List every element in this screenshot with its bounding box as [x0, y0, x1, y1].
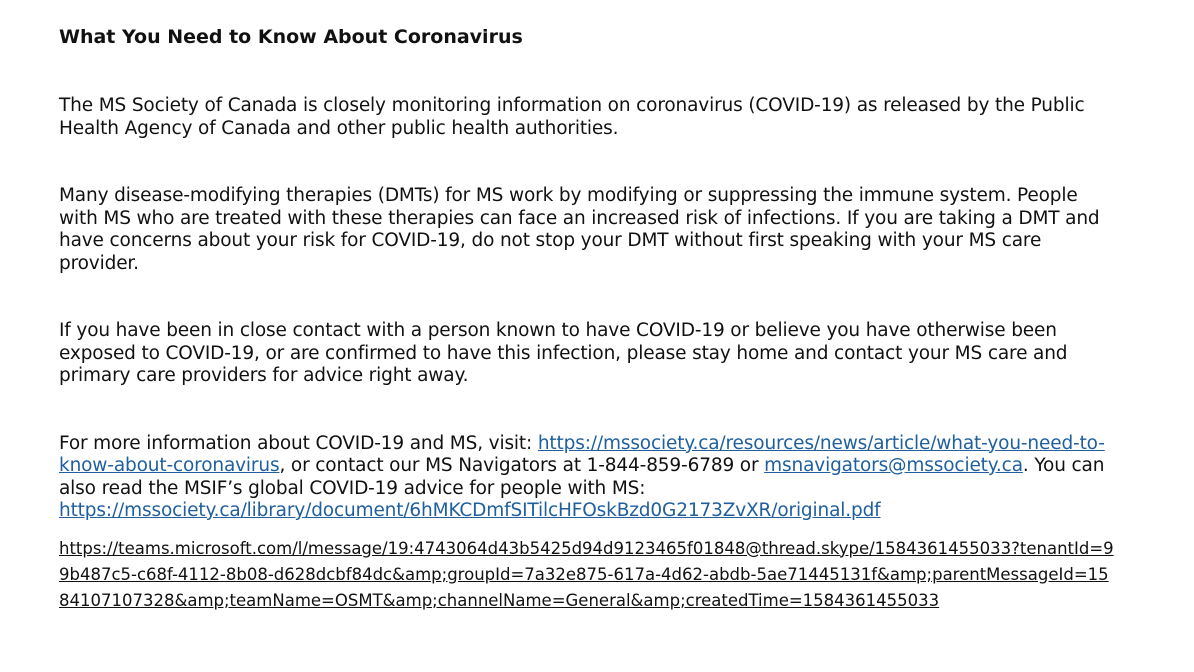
paragraph-exposure: If you have been in close contact with a person known to have COVID-19 or believe you have otherwise been exposed to COVID-19, or are confirmed to have this infection, please stay home and contact your MS care and primary care providers for advice right away. [59, 320, 1068, 386]
coronavirus-article-link[interactable]: https://mssociety.ca/resources/news/article/what-you-need-to-know-about-coronavirus [59, 432, 1105, 476]
document-title: What You Need to Know About Coronavirus [59, 26, 523, 48]
msif-advice-pdf-link[interactable]: https://mssociety.ca/library/document/6hMKCDmfSITilcHFOskBzd0G2173ZvXR/original.pdf [59, 500, 881, 521]
paragraph-dmts: Many disease-modifying therapies (DMTs) for MS work by modifying or suppressing the immune system. People with MS who are treated with these therapies can face an increased risk of infections. If you are taking a DMT and have concerns about your risk for COVID-19, do not stop your DMT without first speaking with your MS care provider. [59, 185, 1100, 274]
more-info-text-1: For more information about COVID-19 and MS, visit: [59, 432, 538, 454]
paragraph-monitoring: The MS Society of Canada is closely monitoring information on coronavirus (COVID-19) as released by the Public Health Agency of Canada and other public health authorities. [59, 95, 1085, 139]
navigators-email-link[interactable]: msnavigators@mssociety.ca [764, 455, 1023, 476]
teams-message-link[interactable]: https://teams.microsoft.com/l/message/19:4743064d43b5425d94d9123465f01848@thread.skype/1584361455033?tenantId=99b487c5-c68f-4112-8b08-d628dcbf84dc&amp;groupId=7a32e875-617a-4d62-abdb-5ae71445131f&amp;parentMessageId=1584107107328&amp;teamName=OSMT&amp;channelName=General&amp;createdTime=1584361455033 [59, 538, 1114, 610]
paragraph-more-info [59, 433, 1119, 523]
document-body [59, 25, 1119, 614]
more-info-text-3: . You can also read the MSIF’s global COVID-19 advice for people with MS: [59, 455, 1105, 499]
more-info-text-2: , or contact our MS Navigators at 1-844-859-6789 or [279, 455, 765, 476]
